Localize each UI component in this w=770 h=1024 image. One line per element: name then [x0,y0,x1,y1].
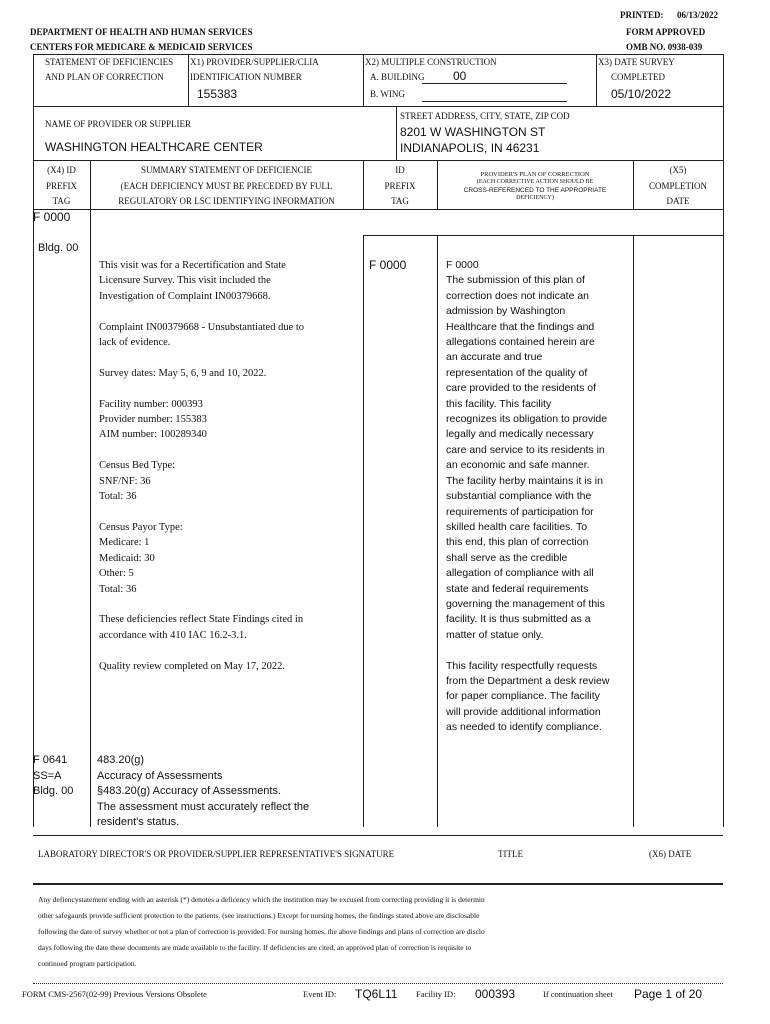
facility-id-label: Facility ID: [416,989,456,999]
summary-header-2: (EACH DEFICIENCY MUST BE PRECEDED BY FULL [120,181,333,191]
continuation-label: If continuation sheet [543,989,613,999]
id-header-2: PREFIX [384,181,416,191]
cms-title: CENTERS FOR MEDICARE & MEDICAID SERVICES [30,42,253,52]
x3-label-2: COMPLETED [611,72,665,82]
form-approved: FORM APPROVED [626,27,706,37]
provider-name-label: NAME OF PROVIDER OR SUPPLIER [45,119,192,129]
title-label: TITLE [498,849,523,859]
building-label: A. BUILDING [370,72,425,82]
id-header-3: TAG [391,196,409,206]
statement-label-2: AND PLAN OF CORRECTION [45,72,164,82]
summary-text-1: This visit was for a Recertification and State Licensure Survey. This visit included the Investigation of Complaint IN00379668. Complaint IN00379668 - Unsubstantiated due to lack of evidence. Survey dates: May 5, 6, 9 and 10, 2022. Facility number: 000393 Provider number: 155383 AIM number: 100289340 Census Bed Type: SNF/NF: 36 Total: 36 Census Payor Type: Medicare: 1 Medicaid: 30 Other: 5 Total: 36 These deficiencies reflect State Findings cited in accordance with 410 IAC 16.2-3.1. Quality review completed on May 17, 2022. [99,260,305,672]
summary-header-1: SUMMARY STATEMENT OF DEFICIENCIE [140,165,313,175]
provider-name: WASHINGTON HEALTHCARE CENTER [45,140,263,154]
statement-label-1: STATEMENT OF DEFICIENCIES [45,57,174,67]
event-id: TQ6L11 [355,987,398,1001]
x4-header-2: PREFIX [45,181,77,191]
tag-f0641: F 0641 SS=A Bldg. 00 [33,754,74,797]
facility-id: 000393 [475,987,516,1001]
x1-label: X1) PROVIDER/SUPPLIER/CLIA [190,57,319,67]
wing-label: B. WING [370,89,405,99]
x5-header-3: DATE [666,196,690,206]
building-value: 00 [453,69,467,83]
printed-date: 06/13/2022 [677,10,719,20]
tag-f0000: F 0000 [33,210,71,224]
plan-header-2: (EACH CORRECTIVE ACTION SHOULD BE [476,179,594,185]
provider-id: 155383 [197,87,238,101]
plan-header-1: PROVIDER'S PLAN OF CORRECTION [480,171,590,178]
address-label: STREET ADDRESS, CITY, STATE, ZIP COD [400,111,570,121]
x6-date-label: (X6) DATE [649,849,692,859]
x4-header-1: (X4) ID [47,165,76,175]
bldg-00: Bldg. 00 [38,242,79,254]
plan-header-4: DEFICIENCY) [516,195,554,201]
x3-label: X3) DATE SURVEY [598,57,675,67]
id-tag-f0000: F 0000 [369,258,407,272]
x5-header-2: COMPLETION [649,181,707,191]
x5-header-1: (X5) [669,165,687,175]
omb-number: OMB NO. 0938-039 [626,42,703,52]
form-number: FORM CMS-2567(02-99) Previous Versions Obsolete [22,989,207,999]
x4-header-3: TAG [52,196,71,206]
summary-header-3: REGULATORY OR LSC IDENTIFYING INFORMATION [118,196,335,206]
event-id-label: Event ID: [303,989,337,999]
x2-label: X2) MULTIPLE CONSTRUCTION [365,57,497,67]
signature-label: LABORATORY DIRECTOR'S OR PROVIDER/SUPPLIER REPRESENTATIVE'S SIGNATURE [38,849,395,859]
dept-title: DEPARTMENT OF HEALTH AND HUMAN SERVICES [30,27,253,37]
id-header-1: ID [395,165,405,175]
x1-label-2: IDENTIFICATION NUMBER [190,72,302,82]
plan-text-1: F 0000 The submission of this plan of correction does not indicate an admission by Washington Healthcare that the findings and allegations contained herein are an accurate and true representation of the quality of care provided to the residents of this facility. This facility recognizes its obligation to provide legally and medically necessary care and service to its residents in an economic and safe manner. The facility herby maintains it is in substantial compliance with the requirements of participation for skilled health care facilities. To this end, this plan of correction shall serve as the credible allegation of compliance with all state and federal requirements governing the management of this facility. It is thus submitted as a matter of statue only. This facility respectfully requests from the Department a desk review for paper compliance. The facility will provide additional information as needed to identify compliance. [446,259,610,734]
footnote: Any defiencystatement ending with an asterisk (*) denotes a deficency which the institution may be excused from correcting providing it is determin other safegaurds provide sufficient protection to the patients. (see instructions.) Except for nursing homes, the findings stated above are disclosable following the date of survey whether or not a plan of correction is provided. For nursing homes, the above findings and plans of correction are disclo days following the date these documents are made available to the facility. If deficiencies are cited, an approved plan of correction is requisite to continued program participation. [38,895,485,968]
summary-text-2: 483.20(g) Accuracy of Assessments §483.20(g) Accuracy of Assessments. The assessment must accurately reflect the resident's status. [97,754,310,828]
address-line-2: INDIANAPOLIS, IN 46231 [400,141,540,155]
address-line-1: 8201 W WASHINGTON ST [400,125,546,139]
plan-header-3: CROSS-REFERENCED TO THE APPROPRIATE [463,187,607,194]
page-number: Page 1 of 20 [634,987,703,1001]
printed-label: PRINTED: [620,10,664,20]
survey-date: 05/10/2022 [611,87,672,101]
